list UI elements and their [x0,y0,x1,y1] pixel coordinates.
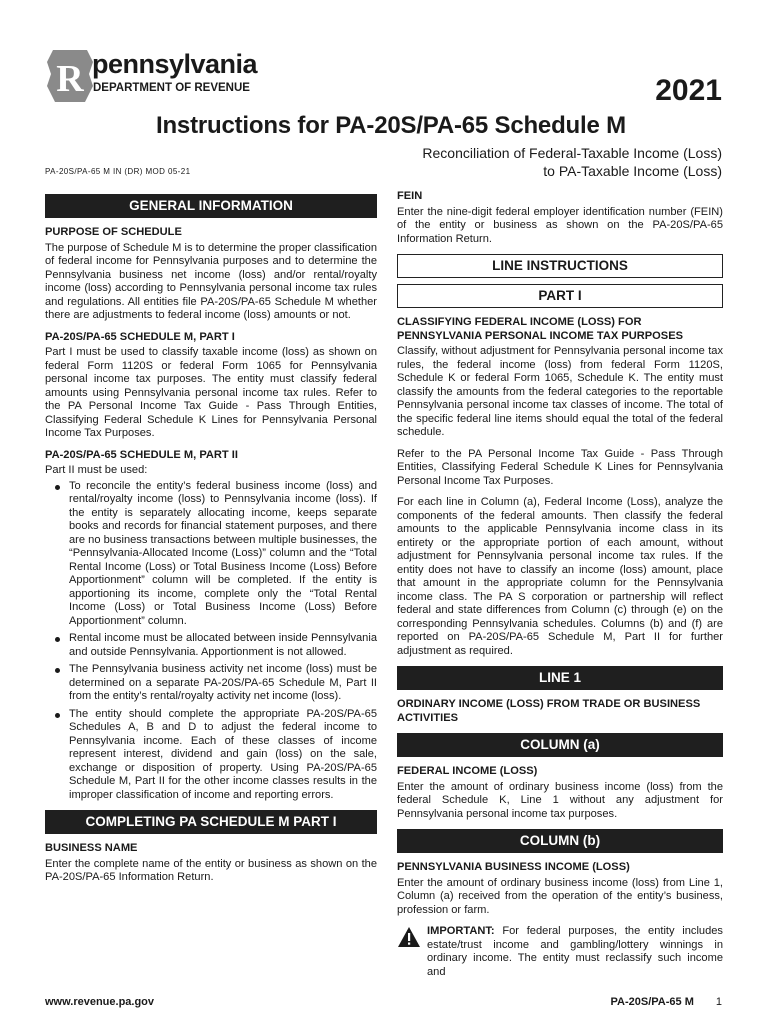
footer-form-id [611,996,722,1008]
footer-form-name: PA-20S/PA-65 M [610,996,694,1008]
completing-part1-banner: COMPLETING PA SCHEDULE M PART I [45,810,377,834]
column-b-banner: COLUMN (b) [397,829,723,853]
part2-intro: Part II must be used: [45,464,148,476]
logo-wordmark: pennsylvania [92,49,258,79]
bullet-icon [55,485,60,490]
part2-bullet-list [45,480,377,803]
list-item [45,632,377,659]
classify-text-1: Classify, without adjustment for Pennsylvania personal income tax rules, the federal income (loss) from federal Form 1120S, Schedule K or federal Form 1065, Schedule K. The entity must classify the amounts from the federal categories to the reportable Pennsylvania personal income tax classes of income. The total of the specific federal line items should equal the total of the federal schedule. [397,345,723,438]
list-item [45,480,377,629]
pa-business-income-heading: PENNSYLVANIA BUSINESS INCOME (LOSS) [397,861,630,873]
classify-heading: CLASSIFYING FEDERAL INCOME (LOSS) FOR PENNSYLVANIA PERSONAL INCOME TAX PURPOSES [397,316,684,342]
subtitle-line-2: to PA-Taxable Income (Loss) [543,163,722,179]
important-note [397,925,723,979]
important-text: For federal purposes, the entity includes estate/trust income and gambling/lottery winnings in ordinary income. The entity must reclassify such income and [427,925,723,978]
business-name-text: Enter the complete name of the entity or business as shown on the PA-20S/PA-65 Information Return. [45,857,377,883]
federal-income-text: Enter the amount of ordinary business income (loss) from the federal Schedule K, Line 1 without any adjustment for Pennsylvania personal income tax purposes. [397,780,723,820]
right-column [397,190,723,979]
keystone-logo-icon [45,48,95,104]
list-item-text: The Pennsylvania business activity net income (loss) must be determined on a separate PA-20S/PA-65 Schedule M, Part II from the entity’s rental/royalty activity net income (loss). [69,663,377,702]
classify-text-3: For each line in Column (a), Federal Income (Loss), analyze the components of the federal amounts. Then classify the federal amounts to the applicable Pennsylvania income class in its entirety or the appropriate portion of each amount, without adjustment for Pennsylvania personal income tax rules. If the entity does not have to classify an income (loss) amount, place that amount in the appropriate column for the Pennsylvania income class. The PA S corporation or partnership will reflect federal and state differences from Column (c) through (e) on the corresponding Pennsylvania schedules. Columns (b) and (f) are reported on PA-20S/PA-65 Schedule M, Part II for further adjustment as required. [397,496,723,657]
page-number: 1 [715,996,722,1008]
general-information-banner: GENERAL INFORMATION [45,194,377,218]
ordinary-income-heading: ORDINARY INCOME (LOSS) FROM TRADE OR BUSINESS ACTIVITIES [397,698,701,724]
page-subtitle [422,144,722,180]
list-item-text: To reconcile the entity’s federal business income (loss) and rental/royalty income (loss) to Pennsylvania income (loss). If the entity is separately allocating income, keeps separate books and records for financial statement purposes, and there are no business transactions between multiple businesses, the “Pennsylvania-Allocated Income (Loss)” column and the “Total Rental Income (Loss) or Total Business Income (Loss) Before Apportionment” column will be completed. If the entity is apportioning its income, complete only the “Total Rental Income (Loss) or Total Business Income (Loss) Before Apportionment” column. [69,479,377,627]
line1-banner: LINE 1 [397,666,723,690]
logo-department: DEPARTMENT OF REVENUE [93,82,250,94]
list-item-text: Rental income must be allocated between inside Pennsylvania and outside Pennsylvania. Apportionment is not allowed. [69,632,377,658]
line-instructions-banner: LINE INSTRUCTIONS [397,254,723,278]
purpose-text: The purpose of Schedule M is to determine the proper classification of federal income for Pennsylvania purposes and to determine the Pennsylvania business net income (loss) and/or rental/royalty income (loss) according to Pennsylvania personal income tax rules and regulations. All entities file PA-20S/PA-65 Schedule M whether there are adjustments to federal income (loss) amounts or not. [45,241,377,321]
bullet-icon [55,713,60,718]
warning-icon [397,926,421,948]
purpose-heading: PURPOSE OF SCHEDULE [45,226,182,238]
important-label: IMPORTANT: [427,925,495,937]
fein-text: Enter the nine-digit federal employer identification number (FEIN) of the entity or business as shown on the PA-20S/PA-65 Information Return. [397,205,723,245]
pa-business-income-text: Enter the amount of ordinary business income (loss) from Line 1, Column (a) received from the operation of the entity’s business, profession or farm. [397,876,723,916]
form-code: PA-20S/PA-65 M IN (DR) MOD 05-21 [45,167,191,176]
page-title: Instructions for PA-20S/PA-65 Schedule M [156,112,626,139]
part1-banner: PART I [397,284,723,308]
subtitle-line-1: Reconciliation of Federal-Taxable Income (Loss) [422,145,722,161]
bullet-icon [55,637,60,642]
part1-heading: PA-20S/PA-65 SCHEDULE M, PART I [45,330,235,343]
list-item [45,663,377,704]
bullet-icon [55,668,60,673]
fein-heading: FEIN [397,190,423,202]
part1-text: Part I must be used to classify taxable income (loss) as shown on federal Form 1120S or federal Form 1065 for Pennsylvania personal income tax purposes. The entity must classify federal amounts using Pennsylvania personal income tax rules. Refer to the PA Personal Income Tax Guide - Pass Through Entities, Classifying Federal Schedule K Lines for Pennsylvania Personal Income Tax Purposes. [45,346,377,439]
left-column [45,190,377,893]
part2-heading: PA-20S/PA-65 SCHEDULE M, PART II [45,448,238,461]
list-item-text: The entity should complete the appropriate PA-20S/PA-65 Schedules A, B and D to adjust the federal income to Pennsylvania income. Each of these classes of income represent interest, dividend and gain (loss) on the sale, exchange or disposition of property. Using PA-20S/PA-65 Schedule M, Part II for the other income classes results in the improper classification of income and reporting errors. [69,707,377,801]
column-a-banner: COLUMN (a) [397,733,723,757]
logo-letter: R [56,58,84,100]
federal-income-heading: FEDERAL INCOME (LOSS) [397,765,538,777]
business-name-heading: BUSINESS NAME [45,842,138,854]
tax-year: 2021 [655,74,722,107]
classify-text-2: Refer to the PA Personal Income Tax Guide - Pass Through Entities, Classifying Federal Schedule K Lines for Pennsylvania Personal Income Tax Purposes. [397,447,723,487]
list-item [45,708,377,803]
footer-website: www.revenue.pa.gov [45,996,155,1008]
